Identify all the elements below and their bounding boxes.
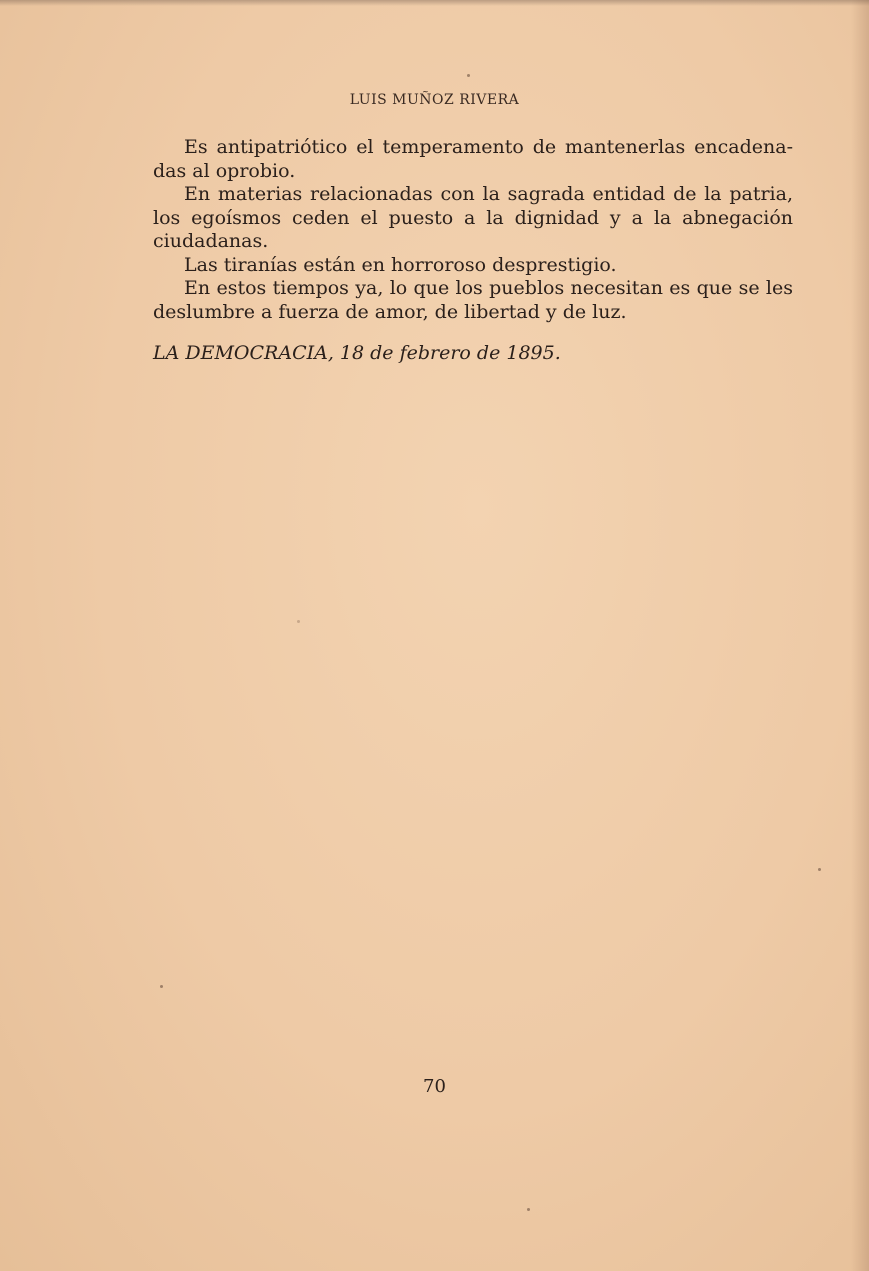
page-top-edge <box>0 0 869 6</box>
paper-speck <box>297 620 300 623</box>
page-number: 70 <box>423 1076 446 1097</box>
paragraph: Las tiranías están en horroroso desprestigio. <box>184 253 617 276</box>
running-title: LUIS MUÑOZ RIVERA <box>349 92 520 108</box>
paper-speck <box>818 868 821 871</box>
paper-speck <box>467 74 470 77</box>
paragraph: En materias relacionadas con la sagrada entidad de la patria, los egoísmos ceden el puesto a la dignidad y a la abnegación ciudadanas. <box>153 183 793 252</box>
source-citation: LA DEMOCRACIA, 18 de febrero de 1895. <box>153 342 561 364</box>
paragraph: Es antipatriótico el temperamento de mantenerlas encadena-das al oprobio. <box>153 136 793 182</box>
body-text <box>153 136 793 324</box>
paper-speck <box>160 985 163 988</box>
paper-speck <box>527 1208 530 1211</box>
paragraph: En estos tiempos ya, lo que los pueblos necesitan es que se les deslumbre a fuerza de amor, de libertad y de luz. <box>153 277 793 323</box>
